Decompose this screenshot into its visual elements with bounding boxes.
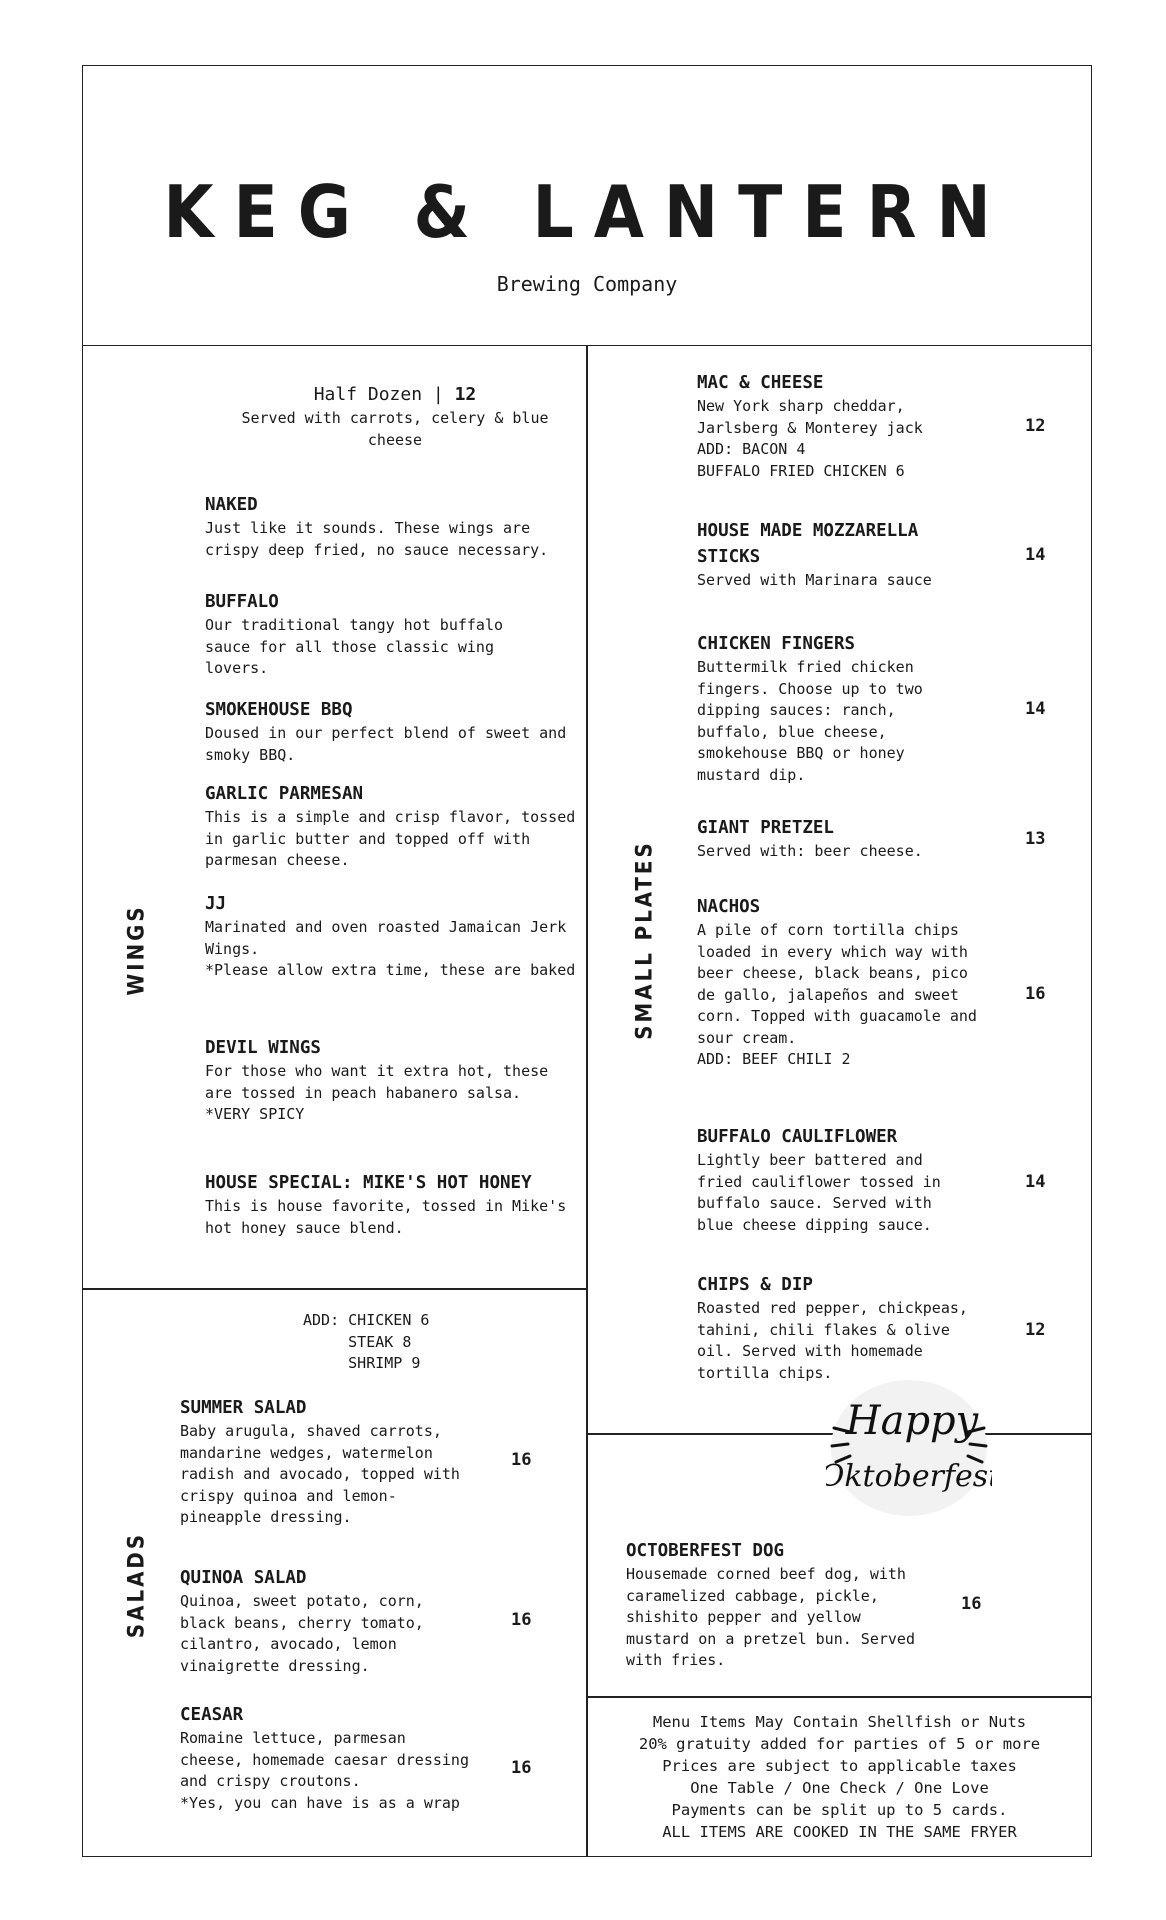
badge-oktoberfest: Oktoberfest (826, 1459, 992, 1494)
plate-desc: A pile of corn tortilla chips loaded in every which way with beer cheese, black beans, pico de gallo, jalapeños and sweet corn. Topped with guacamole and sour cream. ADD: BEEF CHILI 2 (697, 921, 977, 1068)
salad-item (180, 1565, 470, 1677)
wing-name: DEVIL WINGS (205, 1038, 321, 1058)
note-line: Payments can be split up to 5 cards. (671, 1801, 1008, 1819)
wings-intro (220, 382, 570, 451)
menu-header (83, 66, 1091, 346)
plate-price: 16 (1025, 984, 1046, 1004)
restaurant-subtitle: Brewing Company (496, 272, 678, 296)
special-item (626, 1538, 916, 1672)
salad-price: 16 (511, 1758, 532, 1778)
salad-desc: Quinoa, sweet potato, corn, black beans, cherry tomato, cilantro, avocado, lemon vinaigrette dressing. (180, 1592, 424, 1675)
wing-item (205, 697, 583, 766)
wing-item (205, 781, 583, 872)
menu-notes (587, 1711, 1092, 1843)
section-label-salads: SALADS (124, 1531, 150, 1639)
salad-name: CEASAR (180, 1705, 244, 1725)
oktoberfest-badge-art (826, 1368, 992, 1528)
salad-name: QUINOA SALAD (180, 1568, 307, 1588)
salad-item (180, 1702, 470, 1814)
plate-item (697, 1124, 972, 1236)
wing-desc: Doused in our perfect blend of sweet and smoky BBQ. (205, 724, 567, 764)
special-notes-divider (587, 1696, 1092, 1698)
salad-desc: Baby arugula, shaved carrots, mandarine wedges, watermelon radish and avocado, topped with crispy quinoa and lemon-pineapple dressing. (180, 1422, 460, 1526)
wing-item (205, 1170, 583, 1239)
wing-item (205, 589, 545, 680)
plate-item (697, 894, 987, 1071)
salad-addons: ADD: CHICKEN 6 STEAK 8 SHRIMP 9 (303, 1311, 430, 1372)
wing-desc: Marinated and oven roasted Jamaican Jerk Wings. *Please allow extra time, these are baked (205, 918, 576, 979)
plate-desc: Buttermilk fried chicken fingers. Choose up to two dipping sauces: ranch, buffalo, blue cheese, smokehouse BBQ or honey mustard dip. (697, 658, 923, 784)
plate-item (697, 370, 967, 482)
plate-item (697, 518, 967, 592)
wing-name: GARLIC PARMESAN (205, 784, 364, 804)
plate-item (697, 631, 967, 786)
note-line: Menu Items May Contain Shellfish or Nuts (652, 1713, 1027, 1731)
plate-desc: Roasted red pepper, chickpeas, tahini, chili flakes & olive oil. Served with homemade tortilla chips. (697, 1299, 968, 1382)
plate-name: BUFFALO CAULIFLOWER (697, 1127, 898, 1147)
wing-item (205, 891, 583, 982)
salad-price: 16 (511, 1610, 532, 1630)
wing-item (205, 492, 583, 561)
wing-desc: Just like it sounds. These wings are crispy deep fried, no sauce necessary. (205, 519, 549, 559)
salad-price: 16 (511, 1450, 532, 1470)
note-line: Prices are subject to applicable taxes (662, 1757, 1017, 1775)
wing-desc: This is house favorite, tossed in Mike's hot honey sauce blend. (205, 1197, 567, 1237)
plate-price: 14 (1025, 1172, 1046, 1192)
plate-name: HOUSE MADE MOZZARELLA STICKS (697, 521, 919, 567)
special-name: OCTOBERFEST DOG (626, 1541, 785, 1561)
special-price: 16 (961, 1594, 982, 1614)
note-line: One Table / One Check / One Love (690, 1779, 989, 1797)
wing-desc: For those who want it extra hot, these are tossed in peach habanero salsa. *VERY SPICY (205, 1062, 549, 1123)
plate-desc: New York sharp cheddar, Jarlsberg & Monterey jack ADD: BACON 4 BUFFALO FRIED CHICKEN 6 (697, 397, 923, 480)
half-dozen-label: Half Dozen | (313, 384, 455, 405)
note-line: 20% gratuity added for parties of 5 or more (638, 1735, 1041, 1753)
wing-name: JJ (205, 894, 227, 914)
plate-name: MAC & CHEESE (697, 373, 824, 393)
section-label-wings: WINGS (124, 904, 150, 996)
salad-name: SUMMER SALAD (180, 1398, 307, 1418)
plate-price: 14 (1025, 545, 1046, 565)
section-label-small-plates: SMALL PLATES (632, 840, 658, 1040)
plate-price: 12 (1025, 1320, 1046, 1340)
column-divider (586, 345, 588, 1857)
wing-desc: Our traditional tangy hot buffalo sauce for all those classic wing lovers. (205, 616, 504, 677)
wing-name: NAKED (205, 495, 258, 515)
plate-name: CHIPS & DIP (697, 1275, 813, 1295)
salad-desc: Romaine lettuce, parmesan cheese, homemade caesar dressing and crispy croutons. *Yes, you can have is as a wrap (180, 1729, 469, 1812)
plate-price: 14 (1025, 699, 1046, 719)
wing-name: BUFFALO (205, 592, 279, 612)
wings-served-with: Served with carrots, celery & blue cheese (241, 409, 549, 449)
plate-name: GIANT PRETZEL (697, 818, 834, 838)
wings-half-dozen (220, 382, 570, 408)
plate-name: CHICKEN FINGERS (697, 634, 856, 654)
wing-name: HOUSE SPECIAL: MIKE'S HOT HONEY (205, 1173, 532, 1193)
happy-oktoberfest-badge (826, 1368, 992, 1528)
note-line: ALL ITEMS ARE COOKED IN THE SAME FRYER (662, 1823, 1017, 1841)
plate-desc: Served with: beer cheese. (697, 842, 923, 860)
wings-salads-divider (82, 1288, 587, 1290)
restaurant-title: KEG & LANTERN (163, 170, 1011, 254)
plate-desc: Served with Marinara sauce (697, 571, 932, 589)
wings-price: 12 (454, 384, 477, 405)
plate-price: 12 (1025, 416, 1046, 436)
plate-item (697, 815, 977, 863)
plate-name: NACHOS (697, 897, 761, 917)
wing-name: SMOKEHOUSE BBQ (205, 700, 353, 720)
wing-desc: This is a simple and crisp flavor, tossed in garlic butter and topped off with parmesan cheese. (205, 808, 576, 869)
wing-item (205, 1035, 583, 1126)
salad-item (180, 1395, 470, 1529)
plate-desc: Lightly beer battered and fried cauliflower tossed in buffalo sauce. Served with blue cheese dipping sauce. (697, 1151, 941, 1234)
badge-happy: Happy (845, 1398, 979, 1444)
plate-price: 13 (1025, 829, 1046, 849)
special-desc: Housemade corned beef dog, with caramelized cabbage, pickle, shishito pepper and yellow mustard on a pretzel bun. Served with fries. (626, 1565, 915, 1669)
